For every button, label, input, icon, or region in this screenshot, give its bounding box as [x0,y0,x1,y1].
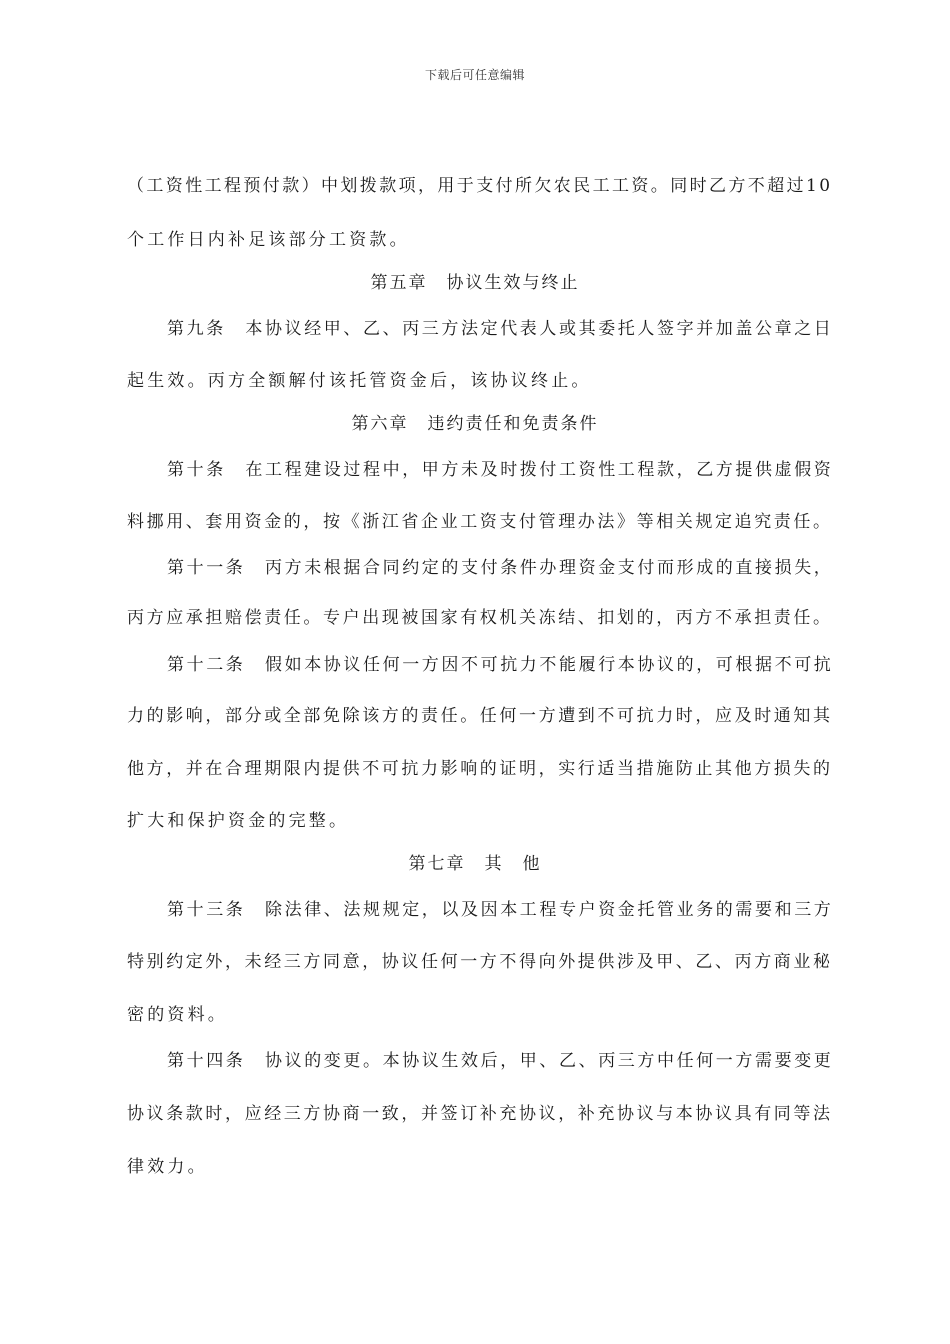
body-line: 协议条款时，应经三方协商一致，并签订补充协议，补充协议与本协议具有同等法 [127,1104,833,1124]
body-line: 力的影响，部分或全部免除该方的责任。任何一方遭到不可抗力时，应及时通知其 [127,706,833,726]
body-line: 密的资料。 [127,1005,228,1025]
article-line: 第十条 在工程建设过程中，甲方未及时拨付工资性工程款，乙方提供虚假资 [167,460,834,480]
body-line: 料挪用、套用资金的，按《浙江省企业工资支付管理办法》等相关规定追究责任。 [127,512,833,532]
article-line: 第十四条 协议的变更。本协议生效后，甲、乙、丙三方中任何一方需要变更 [167,1051,834,1071]
body-line: 丙方应承担赔偿责任。专户出现被国家有权机关冻结、扣划的，丙方不承担责任。 [127,608,833,628]
chapter-heading: 第七章 其 他 [408,854,542,874]
body-line: （工资性工程预付款）中划拨款项，用于支付所欠农民工工资。同时乙方不超过10 [127,176,833,196]
body-line: 律效力。 [127,1157,208,1177]
chapter-heading: 第六章 违约责任和免责条件 [351,414,599,434]
page-header: 下载后可任意编辑 [424,68,525,82]
body-line: 特别约定外，未经三方同意，协议任何一方不得向外提供涉及甲、乙、丙方商业秘 [127,952,833,972]
article-line: 第十一条 丙方未根据合同约定的支付条件办理资金支付而形成的直接损失， [167,558,834,578]
body-line: 起生效。丙方全额解付该托管资金后，该协议终止。 [127,371,592,391]
body-line: 个工作日内补足该部分工资款。 [127,230,410,250]
article-line: 第九条 本协议经甲、乙、丙三方法定代表人或其委托人签字并加盖公章之日 [167,319,834,339]
chapter-heading: 第五章 协议生效与终止 [370,273,580,293]
body-line: 扩大和保护资金的完整。 [127,811,350,831]
article-line: 第十二条 假如本协议任何一方因不可抗力不能履行本协议的，可根据不可抗 [167,655,834,675]
body-line: 他方，并在合理期限内提供不可抗力影响的证明，实行适当措施防止其他方损失的 [127,759,833,779]
article-line: 第十三条 除法律、法规规定，以及因本工程专户资金托管业务的需要和三方 [167,900,834,920]
